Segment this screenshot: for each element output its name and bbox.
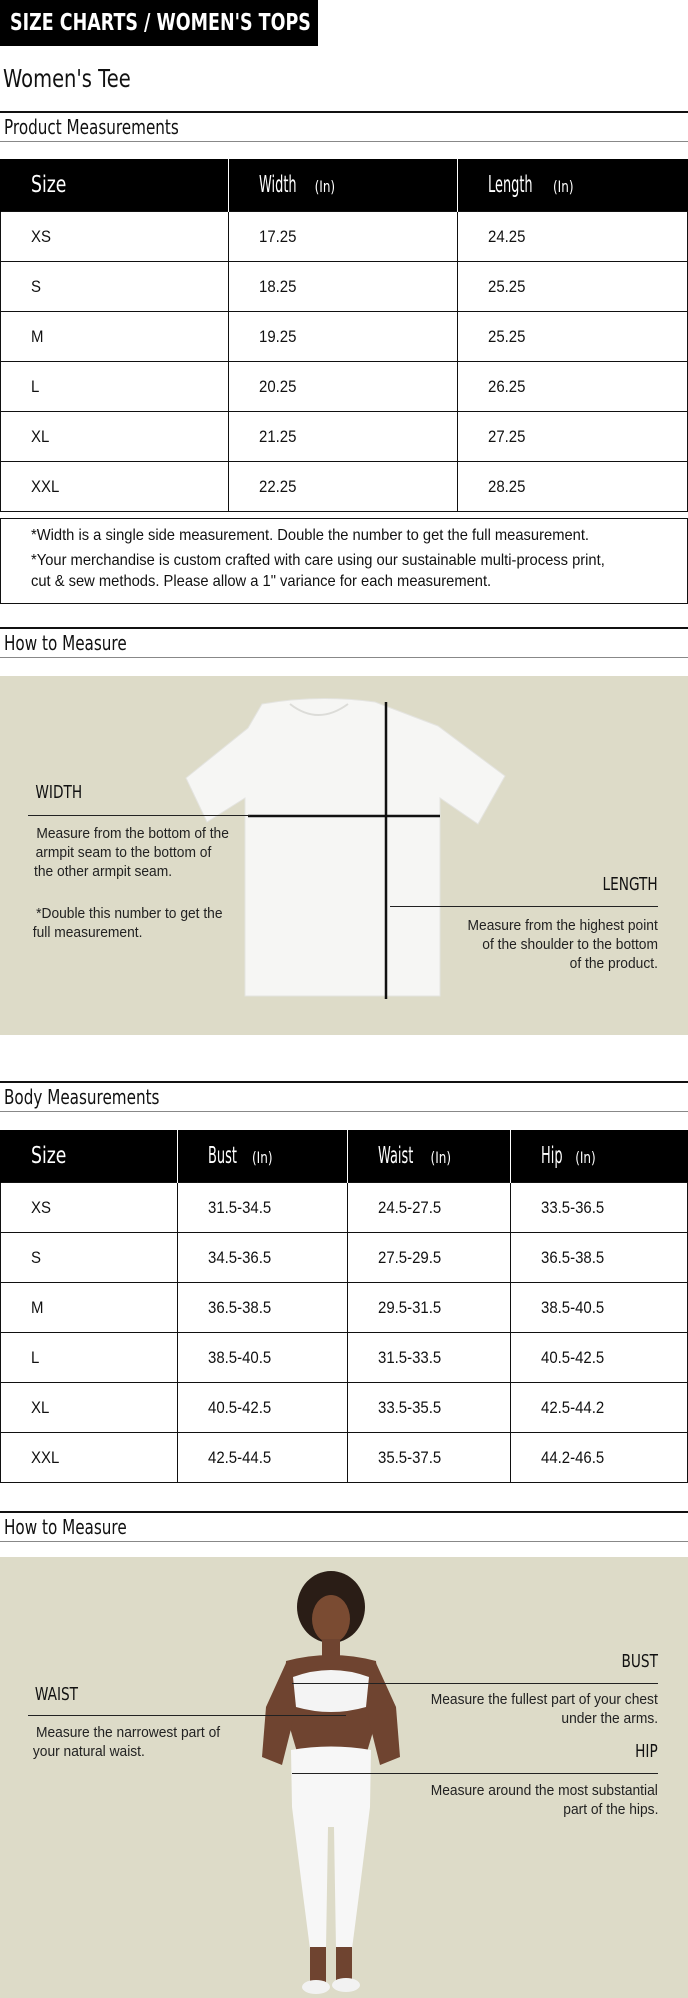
column-header: Bust (In) [177, 1130, 348, 1183]
table-cell: 17.25 [228, 212, 458, 262]
table-cell: 24.5-27.5 [348, 1183, 511, 1233]
waist-description: Measure the narrowest part of your natural waist. [32, 1724, 221, 1760]
bust-description: Measure the fullest part of your chest under the arms. [430, 1691, 658, 1727]
table-cell: 24.25 [458, 212, 688, 262]
table-cell: 33.5-36.5 [511, 1183, 688, 1233]
product-measurements-table [0, 159, 688, 512]
table-cell: XL [1, 1383, 178, 1433]
table-row [1, 262, 688, 312]
table-cell: S [1, 1233, 178, 1283]
table-cell: M [1, 312, 229, 362]
table-cell: 38.5-40.5 [511, 1283, 688, 1333]
model-face [312, 1595, 350, 1643]
model-right-calf [336, 1947, 352, 1983]
table-cell: 29.5-31.5 [348, 1283, 511, 1333]
table-cell: 36.5-38.5 [177, 1283, 348, 1333]
section-heading-body: Body Measurements [0, 1081, 688, 1112]
section-heading-product: Product Measurements [0, 111, 688, 142]
table-cell: 31.5-33.5 [348, 1333, 511, 1383]
model-left-shoe [302, 1980, 330, 1994]
table-cell: XS [1, 212, 229, 262]
section-heading-how-to-measure-body: How to Measure [0, 1511, 688, 1542]
table-row [1, 1183, 688, 1233]
product-title: Women's Tee [3, 64, 131, 93]
hip-label: HIP [635, 1741, 658, 1762]
table-cell: 42.5-44.2 [511, 1383, 688, 1433]
table-cell: L [1, 1333, 178, 1383]
table-cell: 33.5-35.5 [348, 1383, 511, 1433]
column-header: Hip (In) [511, 1130, 688, 1183]
waist-label: WAIST [34, 1684, 79, 1705]
table-cell: 27.25 [458, 412, 688, 462]
length-rule [390, 906, 658, 907]
bust-rule [292, 1683, 658, 1684]
table-cell: L [1, 362, 229, 412]
tshirt-measure-panel [0, 676, 688, 1035]
table-cell: 42.5-44.5 [177, 1433, 348, 1483]
table-cell: 34.5-36.5 [177, 1233, 348, 1283]
section-heading-how-to-measure: How to Measure [0, 627, 688, 658]
table-cell: 20.25 [228, 362, 458, 412]
model-leggings [291, 1747, 371, 1950]
bust-label: BUST [621, 1651, 658, 1672]
column-header: Waist (In) [348, 1130, 511, 1183]
width-rule [28, 815, 250, 816]
table-cell: 22.25 [228, 462, 458, 512]
table-row [1, 412, 688, 462]
table-row [1, 1333, 688, 1383]
table-cell: 25.25 [458, 262, 688, 312]
note-width: *Width is a single side measurement. Double the number to get the full measurement. [31, 527, 590, 544]
model-neck [322, 1639, 340, 1657]
model-left-calf [310, 1947, 326, 1983]
length-label: LENGTH [602, 874, 658, 895]
note-variance-2: cut & sew methods. Please allow a 1" variance for each measurement. [31, 573, 492, 590]
model-sports-bra [293, 1670, 369, 1712]
table-cell: 44.2-46.5 [511, 1433, 688, 1483]
measurement-notes [0, 518, 688, 604]
width-description: Measure from the bottom of the armpit seam to the bottom of the other armpit seam. [34, 825, 229, 880]
page-banner: SIZE CHARTS / WOMEN'S TOPS [0, 0, 318, 46]
table-cell: 40.5-42.5 [177, 1383, 348, 1433]
table-cell: 31.5-34.5 [177, 1183, 348, 1233]
table-cell: M [1, 1283, 178, 1333]
note-variance-1: *Your merchandise is custom crafted with care using our sustainable multi-process print, [31, 552, 605, 569]
length-description: Measure from the highest point of the shoulder to the bottom of the product. [467, 917, 658, 972]
table-cell: 38.5-40.5 [177, 1333, 348, 1383]
table-cell: 40.5-42.5 [511, 1333, 688, 1383]
table-row [1, 312, 688, 362]
waist-rule [28, 1715, 346, 1716]
table-cell: 27.5-29.5 [348, 1233, 511, 1283]
table-row [1, 1433, 688, 1483]
table-cell: XXL [1, 462, 229, 512]
table-cell: 35.5-37.5 [348, 1433, 511, 1483]
table-cell: 36.5-38.5 [511, 1233, 688, 1283]
table-cell: S [1, 262, 229, 312]
column-header: Width (In) [228, 159, 458, 212]
table-cell: 19.25 [228, 312, 458, 362]
table-row [1, 1283, 688, 1333]
table-cell: XS [1, 1183, 178, 1233]
table-header-row [1, 159, 688, 212]
table-row [1, 362, 688, 412]
column-header: Size [1, 159, 229, 212]
table-cell: 25.25 [458, 312, 688, 362]
table-header-row [1, 1130, 688, 1183]
model-right-shoe [332, 1978, 360, 1992]
hip-description: Measure around the most substantial part of the hips. [430, 1782, 658, 1818]
column-header: Length (In) [458, 159, 688, 212]
table-cell: XL [1, 412, 229, 462]
table-row [1, 462, 688, 512]
width-label: WIDTH [35, 782, 83, 803]
table-cell: XXL [1, 1433, 178, 1483]
table-cell: 26.25 [458, 362, 688, 412]
table-row [1, 1383, 688, 1433]
model-illustration [0, 1557, 688, 1998]
table-cell: 18.25 [228, 262, 458, 312]
table-cell: 28.25 [458, 462, 688, 512]
body-measure-panel [0, 1557, 688, 1998]
table-cell: 21.25 [228, 412, 458, 462]
column-header: Size [1, 1130, 178, 1183]
body-measurements-table [0, 1130, 688, 1483]
table-row [1, 212, 688, 262]
hip-rule [292, 1773, 658, 1774]
table-row [1, 1233, 688, 1283]
width-double-note: *Double this number to get the full measurement. [32, 905, 223, 941]
